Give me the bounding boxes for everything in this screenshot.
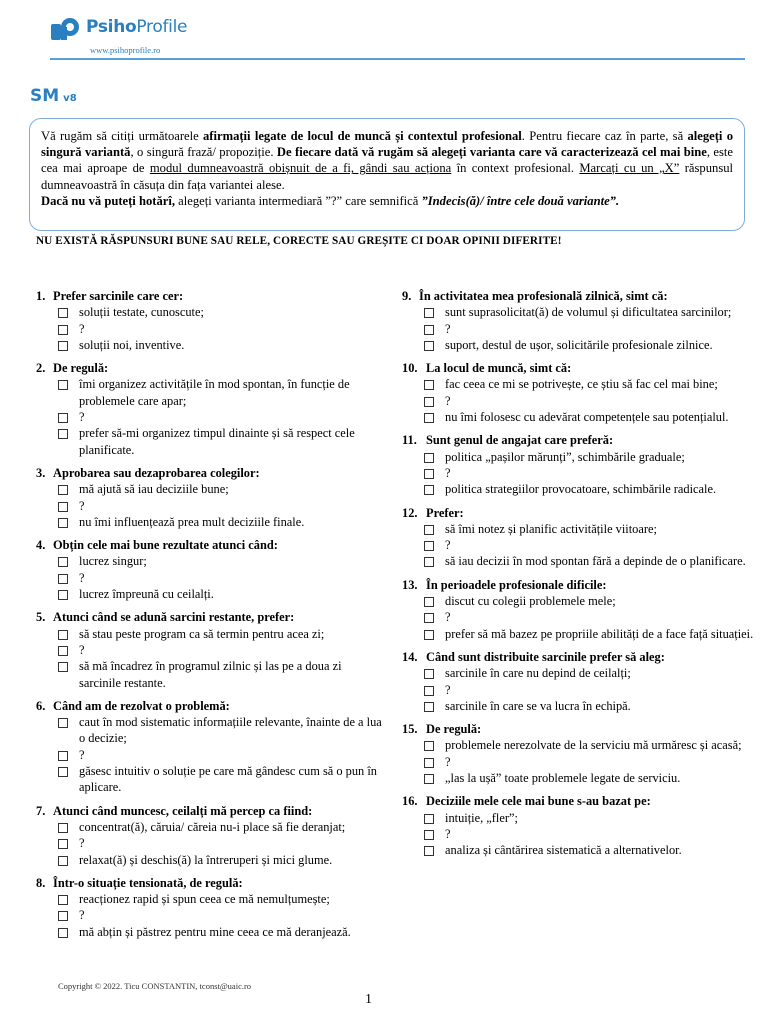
intro-text-1: Vă rugăm să citiți următoarele bbox=[41, 129, 203, 143]
answer-option-text: soluții testate, cunoscute; bbox=[79, 305, 204, 320]
question-number: 12. bbox=[402, 505, 418, 520]
answer-option bbox=[402, 304, 764, 320]
intro-text-12: răspunsul dumneavoastră în căsuța din fața variantei alese. bbox=[41, 161, 734, 192]
question-title bbox=[402, 505, 764, 521]
answer-checkbox[interactable] bbox=[424, 380, 434, 390]
answer-option-text: analiza și cântărirea sistematică a alternativelor. bbox=[445, 843, 682, 858]
answer-option-text: caut în mod sistematic informațiile relevante, înainte de a lua o decizie; bbox=[79, 715, 382, 746]
answer-option bbox=[36, 514, 382, 530]
brand-name-light: Profile bbox=[136, 17, 188, 37]
answer-option-text: ? bbox=[79, 908, 85, 923]
answer-option bbox=[36, 658, 382, 691]
answer-checkbox[interactable] bbox=[424, 541, 434, 551]
intro-text-9: modul dumneavoastră obișnuit de a fi, gândi sau acționa bbox=[149, 161, 452, 176]
question-item bbox=[36, 288, 382, 353]
answer-option bbox=[402, 337, 764, 353]
answer-checkbox[interactable] bbox=[58, 751, 68, 761]
question-title bbox=[402, 793, 764, 809]
question-item bbox=[36, 609, 382, 690]
page-number: 1 bbox=[365, 992, 372, 1007]
answer-option bbox=[402, 626, 764, 642]
question-text: Când sunt distribuite sarcinile prefer să aleg: bbox=[426, 649, 665, 664]
answer-checkbox[interactable] bbox=[58, 413, 68, 423]
answer-option bbox=[402, 593, 764, 609]
answer-option bbox=[36, 321, 382, 337]
answer-option-text: ? bbox=[79, 410, 85, 425]
answer-option bbox=[36, 481, 382, 497]
answer-option-text: sunt suprasolicitat(ă) de volumul și dificultatea sarcinilor; bbox=[445, 305, 732, 320]
question-title bbox=[36, 698, 382, 714]
question-item bbox=[402, 577, 764, 642]
question-text: Atunci când se adună sarcini restante, prefer: bbox=[53, 610, 295, 625]
question-title bbox=[402, 649, 764, 665]
answer-option bbox=[402, 842, 764, 858]
question-text: De regulă: bbox=[426, 722, 482, 737]
answer-checkbox[interactable] bbox=[424, 485, 434, 495]
answer-option-text: discut cu colegii problemele mele; bbox=[445, 594, 616, 609]
answer-checkbox[interactable] bbox=[424, 341, 434, 351]
answer-checkbox[interactable] bbox=[424, 413, 434, 423]
question-text: Când am de rezolvat o problemă: bbox=[53, 698, 230, 713]
question-text: Aprobarea sau dezaprobarea colegilor: bbox=[53, 465, 260, 480]
answer-option-text: mă ajută să iau deciziile bune; bbox=[79, 482, 229, 497]
notice-text: NU EXISTĂ RĂSPUNSURI BUNE SAU RELE, CORECTE SAU GREȘITE CI DOAR OPINII DIFERITE! bbox=[36, 235, 562, 247]
intro-text-6: De fiecare dată vă rugăm să alegeți bbox=[276, 145, 470, 160]
answer-checkbox[interactable] bbox=[424, 669, 434, 679]
answer-checkbox[interactable] bbox=[58, 557, 68, 567]
question-text: Atunci când muncesc, ceilalți mă percep ca fiind: bbox=[53, 803, 313, 818]
answer-checkbox[interactable] bbox=[58, 308, 68, 318]
answer-option-text: ? bbox=[79, 642, 85, 657]
answer-checkbox[interactable] bbox=[424, 325, 434, 335]
answer-checkbox[interactable] bbox=[58, 928, 68, 938]
question-title bbox=[402, 721, 764, 737]
intro-text-13: Dacă nu vă puteți hotărî, bbox=[41, 193, 175, 208]
question-text: Deciziile mele cele mai bune s-au bazat pe: bbox=[426, 794, 651, 809]
answer-checkbox[interactable] bbox=[424, 846, 434, 856]
answer-checkbox[interactable] bbox=[424, 469, 434, 479]
question-number: 9. bbox=[402, 289, 412, 303]
psihoprofile-logo-icon bbox=[50, 16, 82, 42]
answer-option-text: să stau peste program ca să termin pentru acea zi; bbox=[79, 626, 325, 641]
answer-checkbox[interactable] bbox=[424, 525, 434, 535]
answer-option bbox=[36, 924, 382, 940]
answer-option bbox=[402, 376, 764, 392]
question-item bbox=[36, 537, 382, 602]
intro-text-14: alegeți varianta intermediară ”?” care semnifică bbox=[175, 193, 422, 208]
answer-option-text: soluții noi, inventive. bbox=[79, 337, 185, 352]
answer-option-text: mă abțin și păstrez pentru mine ceea ce mă deranjează. bbox=[79, 924, 351, 939]
answer-option bbox=[402, 537, 764, 553]
answer-option-text: prefer să-mi organizez timpul dinainte și să respect cele planificate. bbox=[79, 426, 355, 457]
question-item bbox=[36, 803, 382, 868]
form-title bbox=[30, 86, 77, 106]
question-title bbox=[36, 288, 382, 304]
answer-option-text: reacționez rapid și spun ceea ce mă nemulțumește; bbox=[79, 892, 330, 907]
answer-option-text: concentrat(ă), căruia/ căreia nu-i place să fie deranjat; bbox=[79, 819, 346, 834]
brand-name-bold: Psiho bbox=[86, 17, 137, 37]
answer-option-text: nu îmi folosesc cu adevărat competențele sau potențialul. bbox=[445, 410, 729, 425]
form-version: v8 bbox=[63, 93, 77, 104]
answer-option-text: ? bbox=[79, 747, 85, 762]
answer-checkbox[interactable] bbox=[58, 502, 68, 512]
answer-checkbox[interactable] bbox=[58, 767, 68, 777]
question-item bbox=[402, 505, 764, 570]
question-item bbox=[402, 721, 764, 786]
question-text: În perioadele profesionale dificile: bbox=[426, 577, 607, 592]
answer-checkbox[interactable] bbox=[424, 814, 434, 824]
answer-option-text: ? bbox=[445, 321, 451, 336]
answer-option bbox=[402, 321, 764, 337]
answer-option-text: „las la ușă” toate problemele legate de serviciu. bbox=[445, 771, 681, 786]
copyright-text: Copyright © 2022. Ticu CONSTANTIN, tconst@uaic.ro bbox=[58, 981, 252, 991]
answer-option-text: să mă încadrez în programul zilnic și las pe a doua zi sarcinile restante. bbox=[79, 659, 342, 690]
question-title bbox=[402, 577, 764, 593]
question-number: 13. bbox=[402, 577, 418, 592]
question-text: Sunt genul de angajat care preferă: bbox=[426, 433, 614, 448]
question-number: 16. bbox=[402, 794, 418, 809]
answer-option bbox=[36, 586, 382, 602]
answer-checkbox[interactable] bbox=[58, 823, 68, 833]
site-url[interactable]: www.psihoprofile.ro bbox=[90, 45, 161, 55]
intro-text-10: în context profesional. bbox=[451, 161, 580, 176]
answer-option bbox=[402, 770, 764, 786]
question-title bbox=[36, 803, 382, 819]
answer-option-text: politica strategiilor provocatoare, schimbările radicale. bbox=[445, 482, 717, 497]
answer-option-text: ? bbox=[445, 538, 451, 553]
instructions-box bbox=[29, 118, 745, 231]
question-item bbox=[36, 698, 382, 796]
answer-checkbox[interactable] bbox=[58, 518, 68, 528]
answer-checkbox[interactable] bbox=[424, 741, 434, 751]
question-number: 10. bbox=[402, 361, 418, 376]
page-header bbox=[50, 14, 745, 60]
answer-option-text: să iau decizii în mod spontan fără a depinde de o planificare. bbox=[445, 554, 746, 569]
intro-text-4: alegeți o singură variantă bbox=[41, 129, 734, 160]
question-title bbox=[36, 609, 382, 625]
answer-option bbox=[36, 570, 382, 586]
answer-option-text: ? bbox=[79, 570, 85, 585]
answer-option bbox=[402, 698, 764, 714]
question-number: 6. bbox=[36, 698, 46, 713]
answer-checkbox[interactable] bbox=[424, 557, 434, 567]
answer-option bbox=[402, 481, 764, 497]
answer-option bbox=[36, 304, 382, 320]
answer-checkbox[interactable] bbox=[58, 590, 68, 600]
question-title bbox=[402, 288, 764, 304]
question-title bbox=[36, 465, 382, 481]
answer-checkbox[interactable] bbox=[424, 758, 434, 768]
question-text: Într-o situație tensionată, de regulă: bbox=[53, 875, 243, 890]
answer-checkbox[interactable] bbox=[58, 485, 68, 495]
intro-text-2: afirmații legate de locul de muncă și contextul profesional bbox=[203, 129, 522, 143]
answer-option bbox=[402, 553, 764, 569]
questions-column-right bbox=[402, 288, 764, 866]
answer-option bbox=[36, 337, 382, 353]
answer-checkbox[interactable] bbox=[424, 702, 434, 712]
answer-checkbox[interactable] bbox=[58, 630, 68, 640]
answer-checkbox[interactable] bbox=[58, 718, 68, 728]
answer-option bbox=[402, 465, 764, 481]
question-item bbox=[36, 465, 382, 530]
answer-option-text: relaxat(ă) și deschis(ă) la întreruperi și mici glume. bbox=[79, 852, 333, 867]
question-title bbox=[402, 360, 764, 376]
question-number: 15. bbox=[402, 722, 418, 737]
answer-checkbox[interactable] bbox=[58, 856, 68, 866]
answer-option bbox=[402, 810, 764, 826]
answer-option-text: suport, destul de ușor, solicitările profesionale zilnice. bbox=[445, 337, 713, 352]
question-number: 4. bbox=[36, 538, 46, 553]
answer-option bbox=[36, 409, 382, 425]
answer-option-text: îmi organizez activitățile în mod spontan, în funcție de problemele care apar; bbox=[79, 377, 350, 408]
question-text: În activitatea mea profesională zilnică, simt că: bbox=[419, 289, 668, 303]
question-number: 11. bbox=[402, 433, 417, 448]
question-title bbox=[36, 360, 382, 376]
answer-checkbox[interactable] bbox=[424, 308, 434, 318]
answer-option bbox=[402, 754, 764, 770]
answer-checkbox[interactable] bbox=[424, 686, 434, 696]
question-item bbox=[402, 288, 764, 353]
question-text: La locul de muncă, simt că: bbox=[426, 361, 572, 376]
answer-option bbox=[402, 665, 764, 681]
answer-option bbox=[36, 425, 382, 458]
question-item bbox=[402, 432, 764, 497]
answer-option bbox=[36, 626, 382, 642]
answer-checkbox[interactable] bbox=[424, 597, 434, 607]
answer-option bbox=[402, 393, 764, 409]
answer-option bbox=[402, 737, 764, 753]
answer-option bbox=[402, 609, 764, 625]
answer-option bbox=[402, 521, 764, 537]
question-title bbox=[36, 875, 382, 891]
answer-checkbox[interactable] bbox=[58, 662, 68, 672]
question-number: 5. bbox=[36, 610, 46, 625]
answer-option bbox=[36, 553, 382, 569]
answer-checkbox[interactable] bbox=[58, 911, 68, 921]
answer-option-text: găsesc intuitiv o soluție pe care mă gândesc cum să o pun în aplicare. bbox=[79, 764, 377, 795]
answer-option-text: ? bbox=[79, 321, 85, 336]
answer-option bbox=[36, 747, 382, 763]
question-item bbox=[36, 360, 382, 458]
intro-text-15: ”Indecis(ă)/ între cele două variante”. bbox=[421, 193, 620, 208]
answer-checkbox[interactable] bbox=[58, 429, 68, 439]
header-divider bbox=[50, 58, 745, 60]
answer-option-text: prefer să mă bazez pe propriile abilități de a face față situației. bbox=[445, 626, 754, 641]
question-text: Prefer: bbox=[426, 505, 464, 520]
answer-option bbox=[36, 376, 382, 409]
answer-option bbox=[36, 819, 382, 835]
instructions-text bbox=[41, 128, 733, 209]
answer-option-text: ? bbox=[79, 498, 85, 513]
question-number: 2. bbox=[36, 361, 46, 376]
intro-text-5: , o singură frază/ propoziție. bbox=[130, 145, 277, 160]
answer-option-text: intuiție, „fler”; bbox=[445, 810, 518, 825]
answer-checkbox[interactable] bbox=[58, 341, 68, 351]
answer-checkbox[interactable] bbox=[424, 613, 434, 623]
answer-option bbox=[36, 763, 382, 796]
answer-option-text: ? bbox=[445, 393, 451, 408]
answer-option-text: ? bbox=[445, 610, 451, 625]
answer-checkbox[interactable] bbox=[58, 646, 68, 656]
answer-option bbox=[36, 642, 382, 658]
form-code: SM bbox=[30, 86, 60, 106]
answer-option-text: nu îmi influențează prea mult deciziile finale. bbox=[79, 514, 305, 529]
answer-option-text: ? bbox=[445, 754, 451, 769]
answer-option-text: fac ceea ce mi se potrivește, ce știu să fac cel mai bine; bbox=[445, 377, 718, 392]
answer-checkbox[interactable] bbox=[58, 380, 68, 390]
answer-option bbox=[402, 826, 764, 842]
answer-checkbox[interactable] bbox=[424, 397, 434, 407]
brand-logo-text bbox=[86, 17, 187, 37]
answer-checkbox[interactable] bbox=[58, 839, 68, 849]
question-item bbox=[402, 360, 764, 425]
answer-checkbox[interactable] bbox=[58, 325, 68, 335]
answer-option bbox=[402, 682, 764, 698]
question-title bbox=[36, 537, 382, 553]
question-number: 3. bbox=[36, 465, 46, 480]
question-item bbox=[402, 649, 764, 714]
question-item bbox=[36, 875, 382, 940]
answer-option bbox=[36, 498, 382, 514]
question-number: 1. bbox=[36, 289, 46, 303]
answer-option-text: lucrez singur; bbox=[79, 554, 147, 569]
answer-option bbox=[36, 891, 382, 907]
answer-checkbox[interactable] bbox=[424, 774, 434, 784]
answer-option bbox=[402, 409, 764, 425]
answer-option bbox=[36, 714, 382, 747]
question-title bbox=[402, 432, 764, 448]
answer-checkbox[interactable] bbox=[58, 895, 68, 905]
answer-option-text: lucrez împreună cu ceilalți. bbox=[79, 587, 214, 602]
intro-text-11: Marcați cu un „X” bbox=[579, 161, 680, 176]
intro-text-7: varianta care vă caracterizează cel mai bine bbox=[469, 145, 707, 160]
answer-option-text: politica „pașilor mărunți”, schimbările graduale; bbox=[445, 449, 685, 464]
question-number: 7. bbox=[36, 803, 46, 818]
answer-option bbox=[36, 835, 382, 851]
question-text: Prefer sarcinile care cer: bbox=[53, 289, 184, 303]
answer-option bbox=[36, 852, 382, 868]
answer-checkbox[interactable] bbox=[424, 453, 434, 463]
questions-column-left bbox=[36, 288, 382, 947]
question-text: Obțin cele mai bune rezultate atunci când: bbox=[53, 538, 278, 553]
answer-checkbox[interactable] bbox=[424, 830, 434, 840]
answer-option-text: să îmi notez și planific activitățile viitoare; bbox=[445, 521, 657, 536]
answer-checkbox[interactable] bbox=[58, 574, 68, 584]
answer-option-text: problemele nerezolvate de la serviciu mă urmăresc și acasă; bbox=[445, 738, 742, 753]
answer-option-text: ? bbox=[445, 465, 451, 480]
answer-option-text: ? bbox=[445, 682, 451, 697]
intro-text-3: . Pentru fiecare caz în parte, să bbox=[521, 129, 688, 143]
question-text: De regulă: bbox=[53, 361, 109, 376]
answer-option-text: ? bbox=[79, 836, 85, 851]
question-number: 14. bbox=[402, 649, 418, 664]
answer-option-text: sarcinile în care se va lucra în echipă. bbox=[445, 698, 631, 713]
intro-text-8: , este cea mai aproape de bbox=[41, 145, 733, 176]
answer-option bbox=[36, 907, 382, 923]
answer-option bbox=[402, 449, 764, 465]
answer-checkbox[interactable] bbox=[424, 630, 434, 640]
question-item bbox=[402, 793, 764, 858]
question-number: 8. bbox=[36, 875, 46, 890]
answer-option-text: ? bbox=[445, 826, 451, 841]
answer-option-text: sarcinile în care nu depind de ceilalți; bbox=[445, 666, 631, 681]
